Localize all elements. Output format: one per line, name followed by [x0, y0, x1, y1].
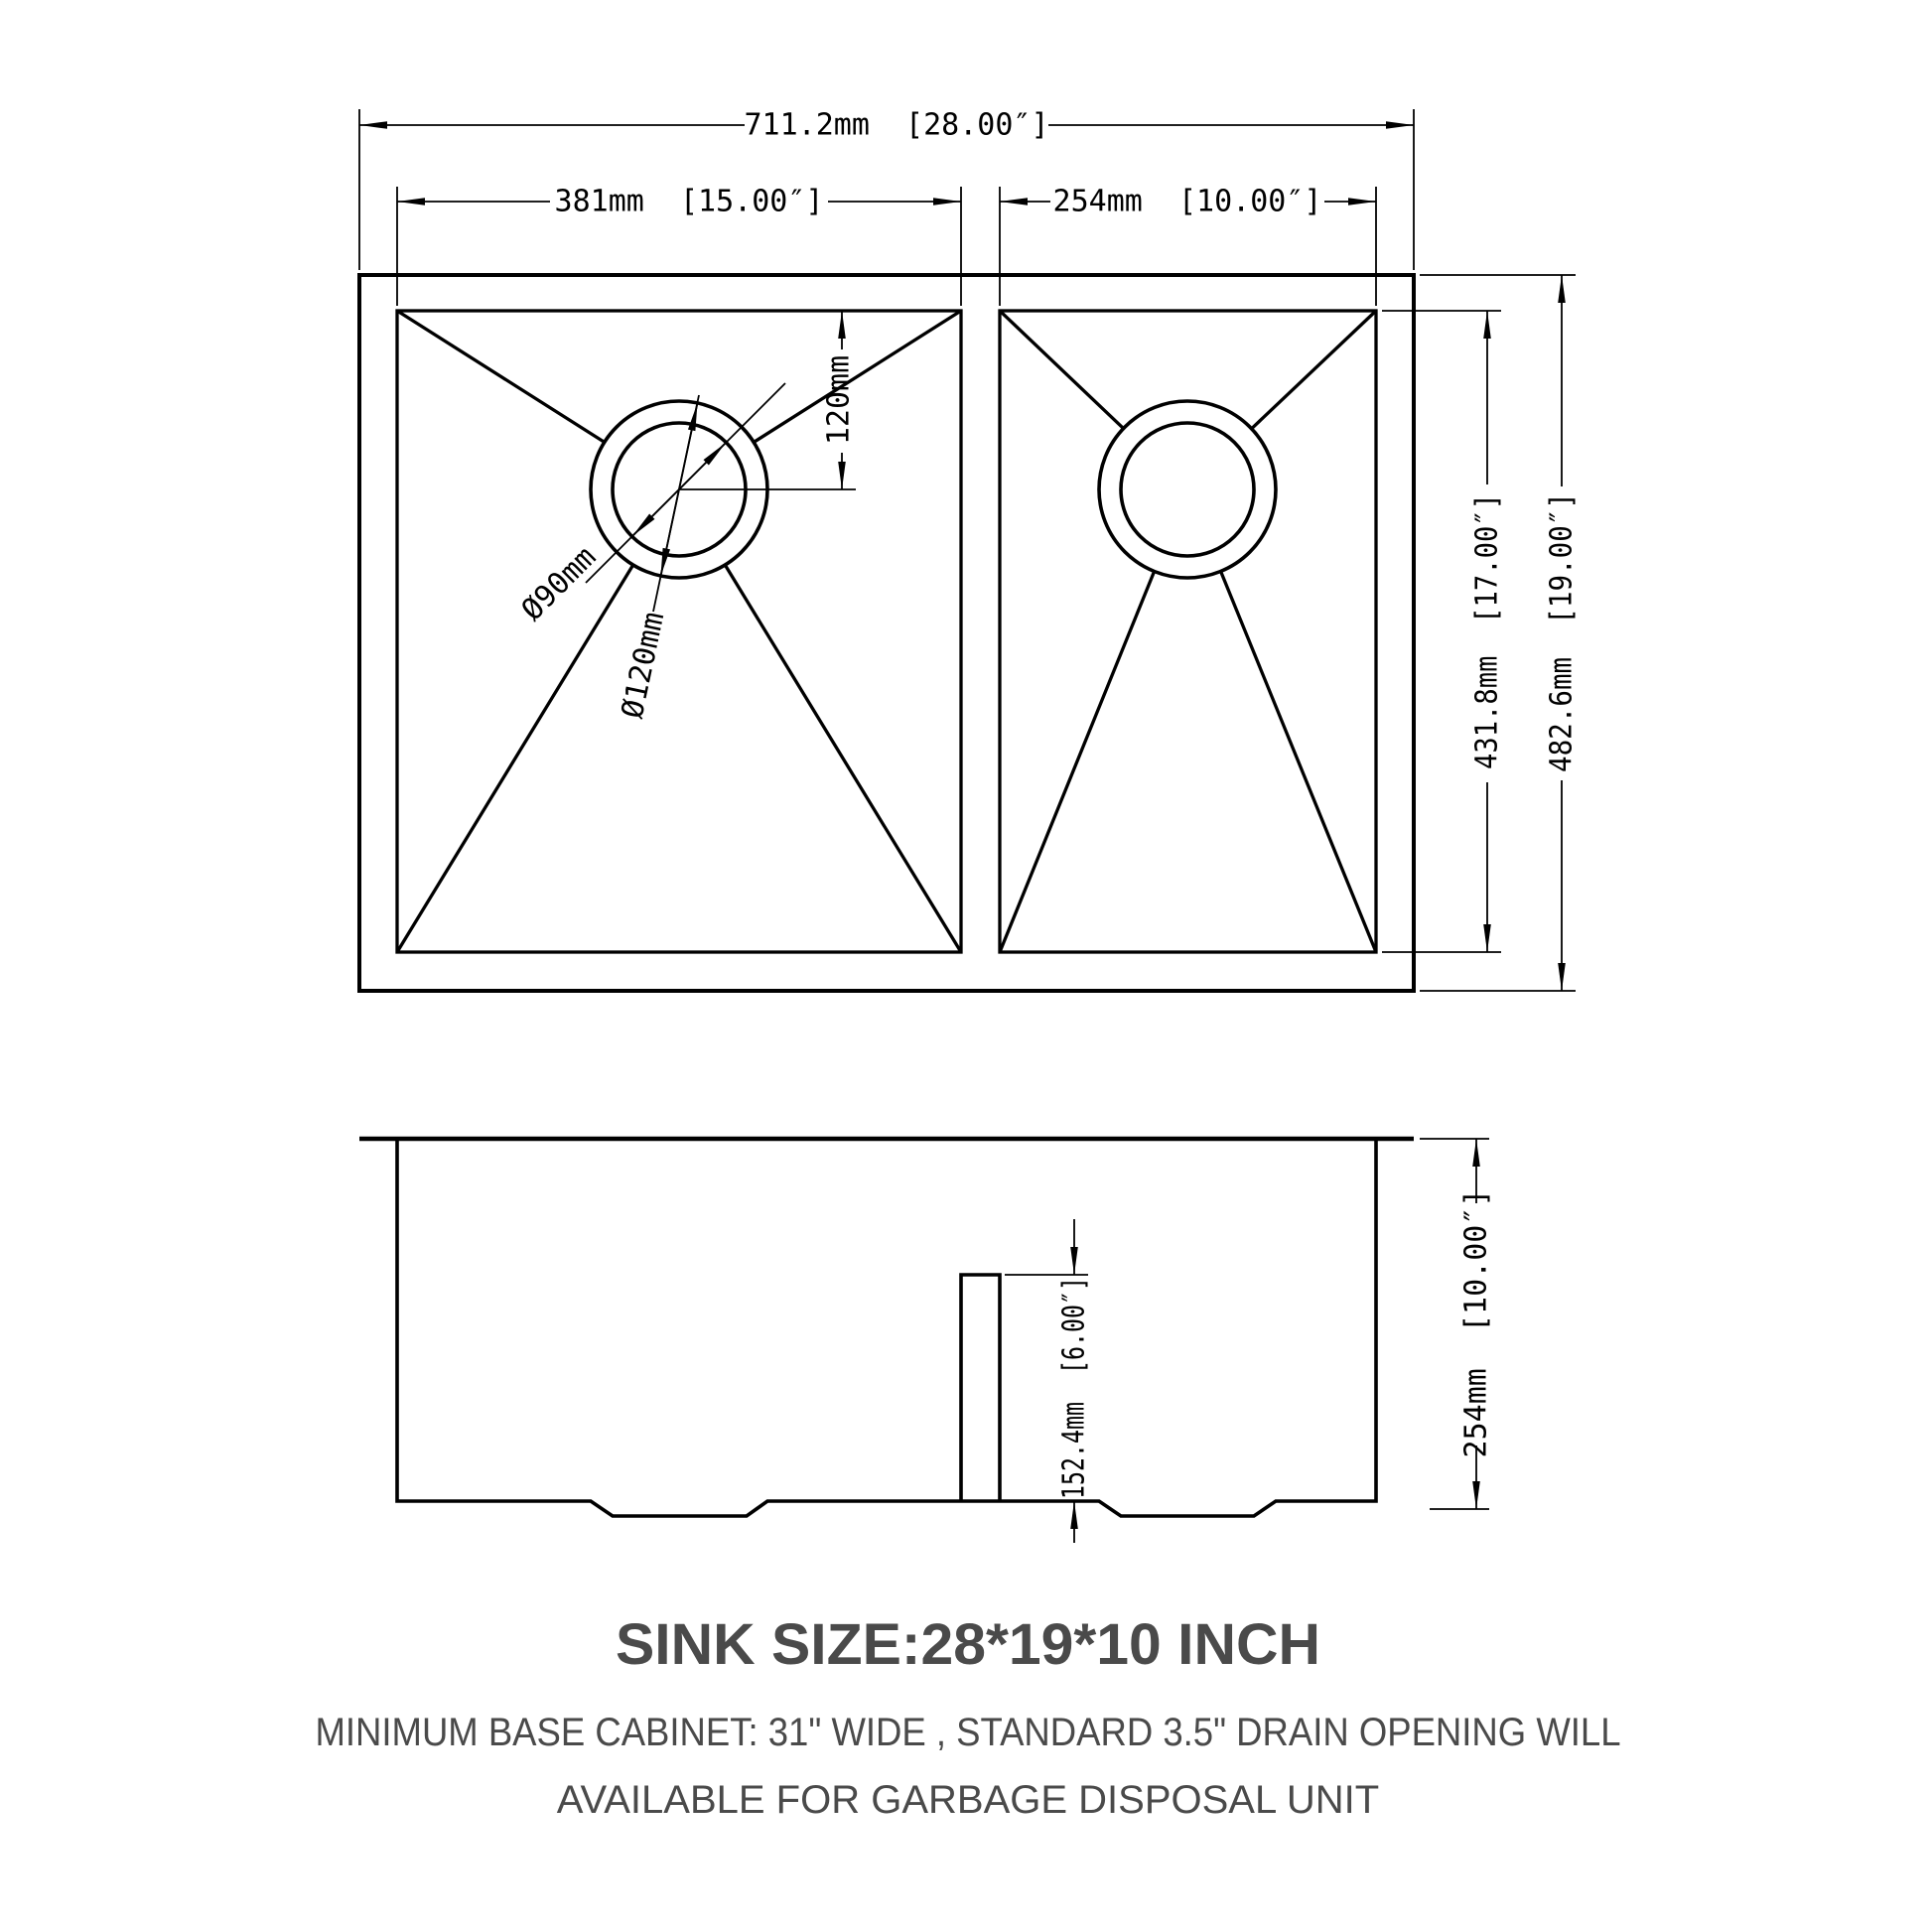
left-bowl-slope-lines: [397, 311, 961, 952]
right-drain: [1099, 401, 1276, 578]
left-bowl: [397, 311, 961, 952]
dim-overall-width-label: 711.2mm [28.00″]: [744, 107, 1049, 143]
dim-drain-outer-dia-label: Ø120mm: [615, 609, 672, 722]
caption-line2: AVAILABLE FOR GARBAGE DISPOSAL UNIT: [556, 1778, 1380, 1822]
sink-outer-rim: [359, 275, 1414, 991]
dim-right-bowl-width: [1000, 185, 1376, 307]
dim-right-bowl-width-label: 254mm [10.00″]: [1052, 184, 1322, 219]
side-divider-wall: [961, 1275, 1000, 1501]
dim-drain-inner-dia-label: Ø90mm: [514, 539, 604, 628]
dim-left-bowl-width: [397, 185, 961, 307]
caption-title: SINK SIZE:28*19*10 INCH: [616, 1612, 1320, 1677]
dim-drain-offset-label: 120mm: [821, 354, 857, 446]
dim-sink-height-label: 254mm [10.00″]: [1458, 1188, 1494, 1458]
caption-line1: MINIMUM BASE CABINET: 31" WIDE , STANDARD 3.5" DRAIN OPENING WILL: [315, 1711, 1621, 1754]
caption: [316, 1612, 1621, 1822]
dim-left-bowl-width-label: 381mm [15.00″]: [554, 184, 824, 219]
side-view: [359, 1139, 1494, 1543]
dim-sink-height: [1420, 1139, 1494, 1509]
side-body-outline: [397, 1139, 1376, 1516]
top-view: [359, 108, 1580, 992]
right-bowl-slope-lines: [1000, 311, 1376, 952]
right-bowl: [1000, 311, 1376, 952]
dim-divider-height: [1005, 1212, 1092, 1543]
dim-divider-height-label: 152.4mm [6.00″]: [1056, 1212, 1092, 1499]
dim-bowl-depth-label: 431.8mm [17.00″]: [1469, 464, 1505, 769]
dim-bowl-depth: [1382, 311, 1505, 952]
dim-drain-outer-dia: [616, 395, 699, 722]
dim-overall-depth-label: 482.6mm [19.00″]: [1544, 467, 1580, 772]
